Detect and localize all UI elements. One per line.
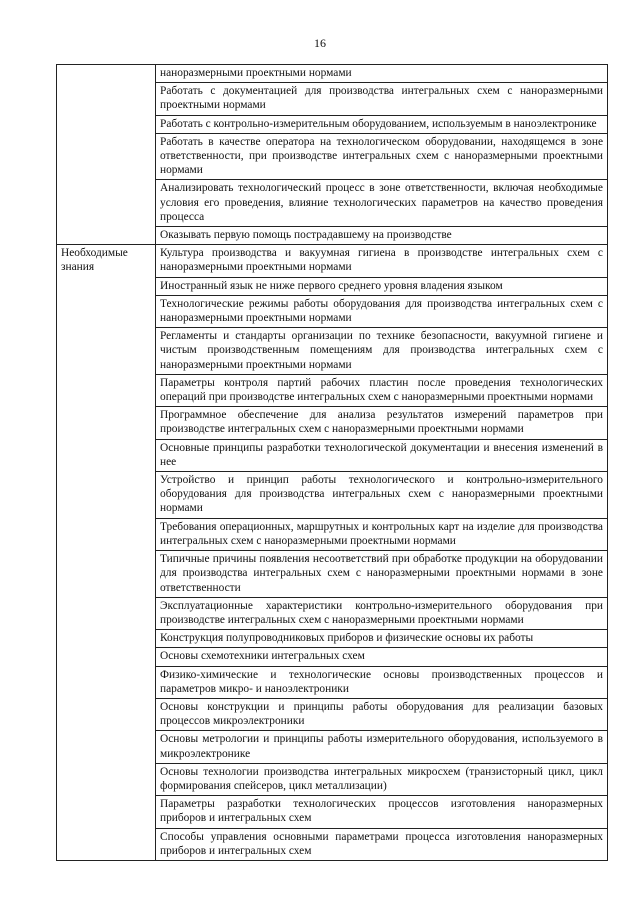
requirements-table-body bbox=[57, 65, 608, 861]
skill-item: Работать с документацией для производства интегральных схем с наноразмерными проектными нормами bbox=[156, 83, 608, 115]
knowledge-category-cell bbox=[57, 518, 156, 550]
knowledge-category-cell bbox=[57, 648, 156, 666]
knowledge-category-cell bbox=[57, 439, 156, 471]
knowledge-item: Устройство и принцип работы технологического и контрольно-измерительного оборудования для производства интегральных схем с наноразмерными проектными нормами bbox=[156, 472, 608, 519]
skills-category-cell bbox=[57, 133, 156, 180]
knowledge-item: Требования операционных, маршрутных и контрольных карт на изделие для производства интегральных схем с наноразмерными проектными нормами bbox=[156, 518, 608, 550]
knowledge-category-cell bbox=[57, 374, 156, 406]
knowledge-row bbox=[57, 245, 608, 277]
knowledge-row bbox=[57, 828, 608, 860]
knowledge-category-cell bbox=[57, 796, 156, 828]
skills-category-cell bbox=[57, 83, 156, 115]
knowledge-item: Конструкция полупроводниковых приборов и физические основы их работы bbox=[156, 630, 608, 648]
knowledge-category-cell bbox=[57, 731, 156, 763]
knowledge-row bbox=[57, 277, 608, 295]
knowledge-row bbox=[57, 439, 608, 471]
skill-row bbox=[57, 180, 608, 227]
knowledge-row bbox=[57, 731, 608, 763]
knowledge-category-cell bbox=[57, 472, 156, 519]
knowledge-category-cell bbox=[57, 698, 156, 730]
knowledge-row bbox=[57, 374, 608, 406]
knowledge-row bbox=[57, 630, 608, 648]
knowledge-category-cell bbox=[57, 295, 156, 327]
knowledge-row bbox=[57, 328, 608, 375]
knowledge-category-cell bbox=[57, 597, 156, 629]
knowledge-row bbox=[57, 551, 608, 598]
skill-row bbox=[57, 65, 608, 83]
skill-item: Работать в качестве оператора на технологическом оборудовании, находящемся в зоне ответственности, при производстве интегральных схем с наноразмерными проектными нормами bbox=[156, 133, 608, 180]
requirements-table bbox=[56, 64, 608, 861]
skill-item: наноразмерными проектными нормами bbox=[156, 65, 608, 83]
knowledge-row bbox=[57, 295, 608, 327]
knowledge-item: Основы метрологии и принципы работы измерительного оборудования, используемого в микроэлектронике bbox=[156, 731, 608, 763]
knowledge-category-label: Необходимые знания bbox=[57, 245, 156, 277]
skill-item: Анализировать технологический процесс в зоне ответственности, включая необходимые условия его проведения, влияние технологических параметров на качество проведения процесса bbox=[156, 180, 608, 227]
knowledge-row bbox=[57, 763, 608, 795]
skills-category-cell bbox=[57, 180, 156, 227]
knowledge-item: Типичные причины появления несоответствий при обработке продукции на оборудовании для производства интегральных схем с наноразмерными проектными нормами в зоне ответственности bbox=[156, 551, 608, 598]
knowledge-category-cell bbox=[57, 328, 156, 375]
skill-row bbox=[57, 227, 608, 245]
knowledge-category-cell bbox=[57, 630, 156, 648]
knowledge-category-cell bbox=[57, 551, 156, 598]
knowledge-item: Регламенты и стандарты организации по технике безопасности, вакуумной гигиене и чистым производственным помещениям для производства интегральных схем с наноразмерными проектными нормами bbox=[156, 328, 608, 375]
knowledge-row bbox=[57, 407, 608, 439]
knowledge-item: Параметры разработки технологических процессов изготовления наноразмерных приборов и интегральных схем bbox=[156, 796, 608, 828]
knowledge-row bbox=[57, 648, 608, 666]
knowledge-item: Основы конструкции и принципы работы оборудования для реализации базовых процессов микроэлектроники bbox=[156, 698, 608, 730]
skill-item: Оказывать первую помощь пострадавшему на производстве bbox=[156, 227, 608, 245]
skills-category-cell bbox=[57, 65, 156, 83]
page-number: 16 bbox=[314, 36, 326, 50]
knowledge-category-cell bbox=[57, 763, 156, 795]
knowledge-row bbox=[57, 796, 608, 828]
skill-row bbox=[57, 133, 608, 180]
knowledge-category-cell bbox=[57, 828, 156, 860]
knowledge-row bbox=[57, 472, 608, 519]
knowledge-item: Иностранный язык не ниже первого среднего уровня владения языком bbox=[156, 277, 608, 295]
knowledge-category-cell bbox=[57, 666, 156, 698]
knowledge-row bbox=[57, 698, 608, 730]
knowledge-row bbox=[57, 518, 608, 550]
knowledge-item: Параметры контроля партий рабочих пластин после проведения технологических операций при производстве интегральных схем с наноразмерными проектными нормами bbox=[156, 374, 608, 406]
knowledge-item: Основы технологии производства интегральных микросхем (транзисторный цикл, цикл формирования спейсеров, цикл металлизации) bbox=[156, 763, 608, 795]
knowledge-category-cell bbox=[57, 277, 156, 295]
skill-row bbox=[57, 115, 608, 133]
skill-item: Работать с контрольно-измерительным оборудованием, используемым в наноэлектронике bbox=[156, 115, 608, 133]
knowledge-item: Физико-химические и технологические основы производственных процессов и параметров микро- и наноэлектроники bbox=[156, 666, 608, 698]
knowledge-row bbox=[57, 666, 608, 698]
knowledge-item: Культура производства и вакуумная гигиена в производстве интегральных схем с наноразмерными проектными нормами bbox=[156, 245, 608, 277]
knowledge-category-cell bbox=[57, 407, 156, 439]
skills-category-cell bbox=[57, 115, 156, 133]
knowledge-item: Основы схемотехники интегральных схем bbox=[156, 648, 608, 666]
knowledge-item: Эксплуатационные характеристики контрольно-измерительного оборудования при производстве интегральных схем с наноразмерными проектными нормами bbox=[156, 597, 608, 629]
knowledge-item: Технологические режимы работы оборудования для производства интегральных схем с наноразмерными проектными нормами bbox=[156, 295, 608, 327]
knowledge-item: Основные принципы разработки технологической документации и внесения изменений в нее bbox=[156, 439, 608, 471]
skills-category-cell bbox=[57, 227, 156, 245]
skill-row bbox=[57, 83, 608, 115]
knowledge-item: Программное обеспечение для анализа результатов измерений параметров при производстве интегральных схем с наноразмерными проектными нормами bbox=[156, 407, 608, 439]
knowledge-item: Способы управления основными параметрами процесса изготовления наноразмерных приборов и интегральных схем bbox=[156, 828, 608, 860]
knowledge-row bbox=[57, 597, 608, 629]
